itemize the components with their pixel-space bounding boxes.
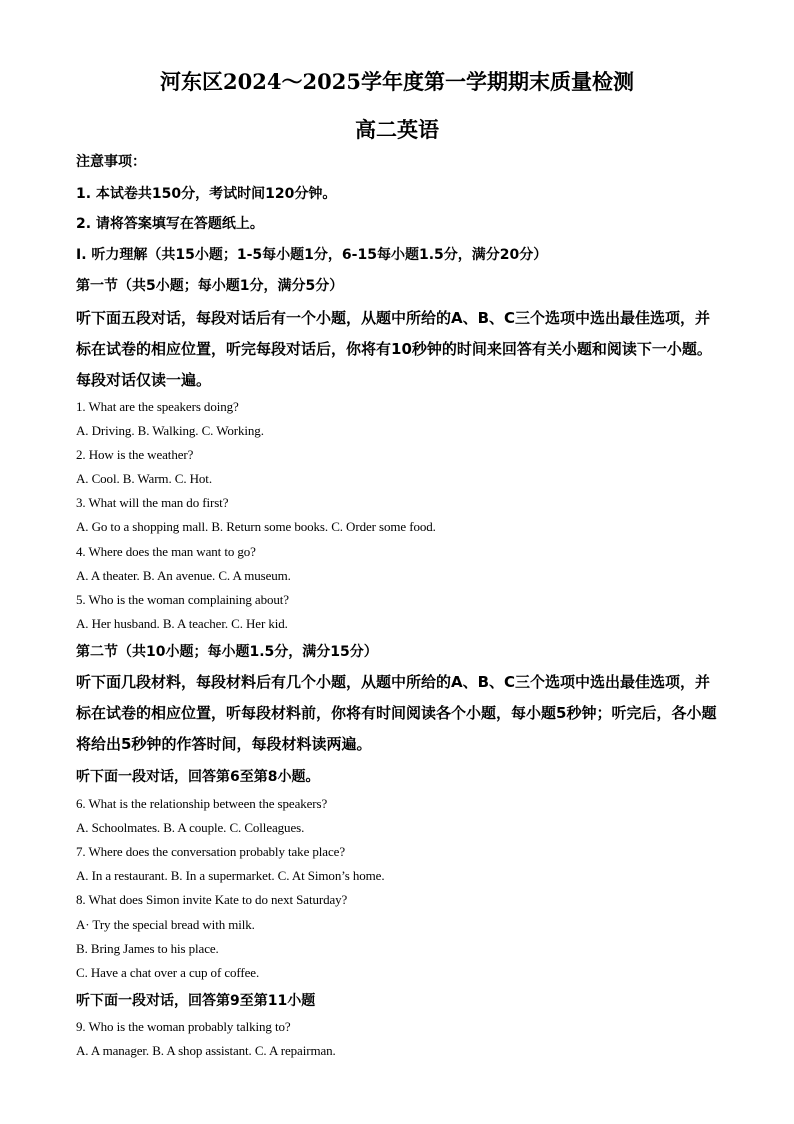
question-5: 5. Who is the woman complaining about? [76, 592, 289, 607]
exam-title: 河东区2024～2025学年度第一学期期末质量检测 [160, 69, 634, 94]
question-6: 6. What is the relationship between the speakers? [76, 796, 328, 811]
notes-heading: 注意事项： [76, 154, 146, 170]
question-5-options: A. Her husband. B. A teacher. C. Her kid. [76, 616, 288, 631]
question-4: 4. Where does the man want to go? [76, 544, 256, 559]
question-4-options: A. A theater. B. An avenue. C. A museum. [76, 568, 291, 583]
section2-instructions: 听下面几段材料，每段材料后有几个小题，从题中所给的A、B、C三个选项中选出最佳选项，并标在试卷的相应位置，听每段材料前，你将有时间阅读各个小题，每小题5秒钟；听完后，各小题将给出5秒钟的作答时间，每段材料读两遍。 [76, 673, 717, 753]
question-8-option-b: B. Bring James to his place. [76, 941, 219, 956]
question-8-option-a: A· Try the special bread with milk. [76, 917, 255, 932]
section2-heading: 第二节（共10小题；每小题1.5分，满分15分） [76, 644, 378, 660]
question-8-option-c: C. Have a chat over a cup of coffee. [76, 965, 260, 980]
question-1-options: A. Driving. B. Walking. C. Working. [76, 423, 264, 438]
question-9-options: A. A manager. B. A shop assistant. C. A repairman. [76, 1043, 336, 1058]
section1-heading: 第一节（共5小题；每小题1分，满分5分） [76, 278, 344, 294]
question-2: 2. How is the weather? [76, 447, 194, 462]
question-2-options: A. Cool. B. Warm. C. Hot. [76, 471, 212, 486]
note-item-1: 1. 本试卷共150分，考试时间120分钟。 [76, 186, 337, 202]
question-6-options: A. Schoolmates. B. A couple. C. Colleagues. [76, 820, 305, 835]
question-7: 7. Where does the conversation probably take place? [76, 844, 345, 859]
note-item-2: 2. 请将答案填写在答题纸上。 [76, 216, 264, 232]
question-3-options: A. Go to a shopping mall. B. Return some books. C. Order some food. [76, 519, 436, 534]
exam-subject: 高二英语 [355, 117, 439, 142]
question-9: 9. Who is the woman probably talking to? [76, 1019, 291, 1034]
group1-heading: 听下面一段对话，回答第6至第8小题。 [76, 769, 320, 785]
question-8: 8. What does Simon invite Kate to do next Saturday? [76, 892, 348, 907]
question-1: 1. What are the speakers doing? [76, 399, 239, 414]
question-3: 3. What will the man do first? [76, 495, 229, 510]
section1-instructions: 听下面五段对话，每段对话后有一个小题，从题中所给的A、B、C三个选项中选出最佳选项，并标在试卷的相应位置，听完每段对话后，你将有10秒钟的时间来回答有关小题和阅读下一小题。每段对话仅读一遍。 [76, 309, 712, 389]
question-7-options: A. In a restaurant. B. In a supermarket. C. At Simon’s home. [76, 868, 385, 883]
part1-heading: Ⅰ. 听力理解（共15小题；1-5每小题1分，6-15每小题1.5分，满分20分） [76, 247, 548, 263]
group2-heading: 听下面一段对话，回答第9至第11小题 [76, 993, 316, 1009]
